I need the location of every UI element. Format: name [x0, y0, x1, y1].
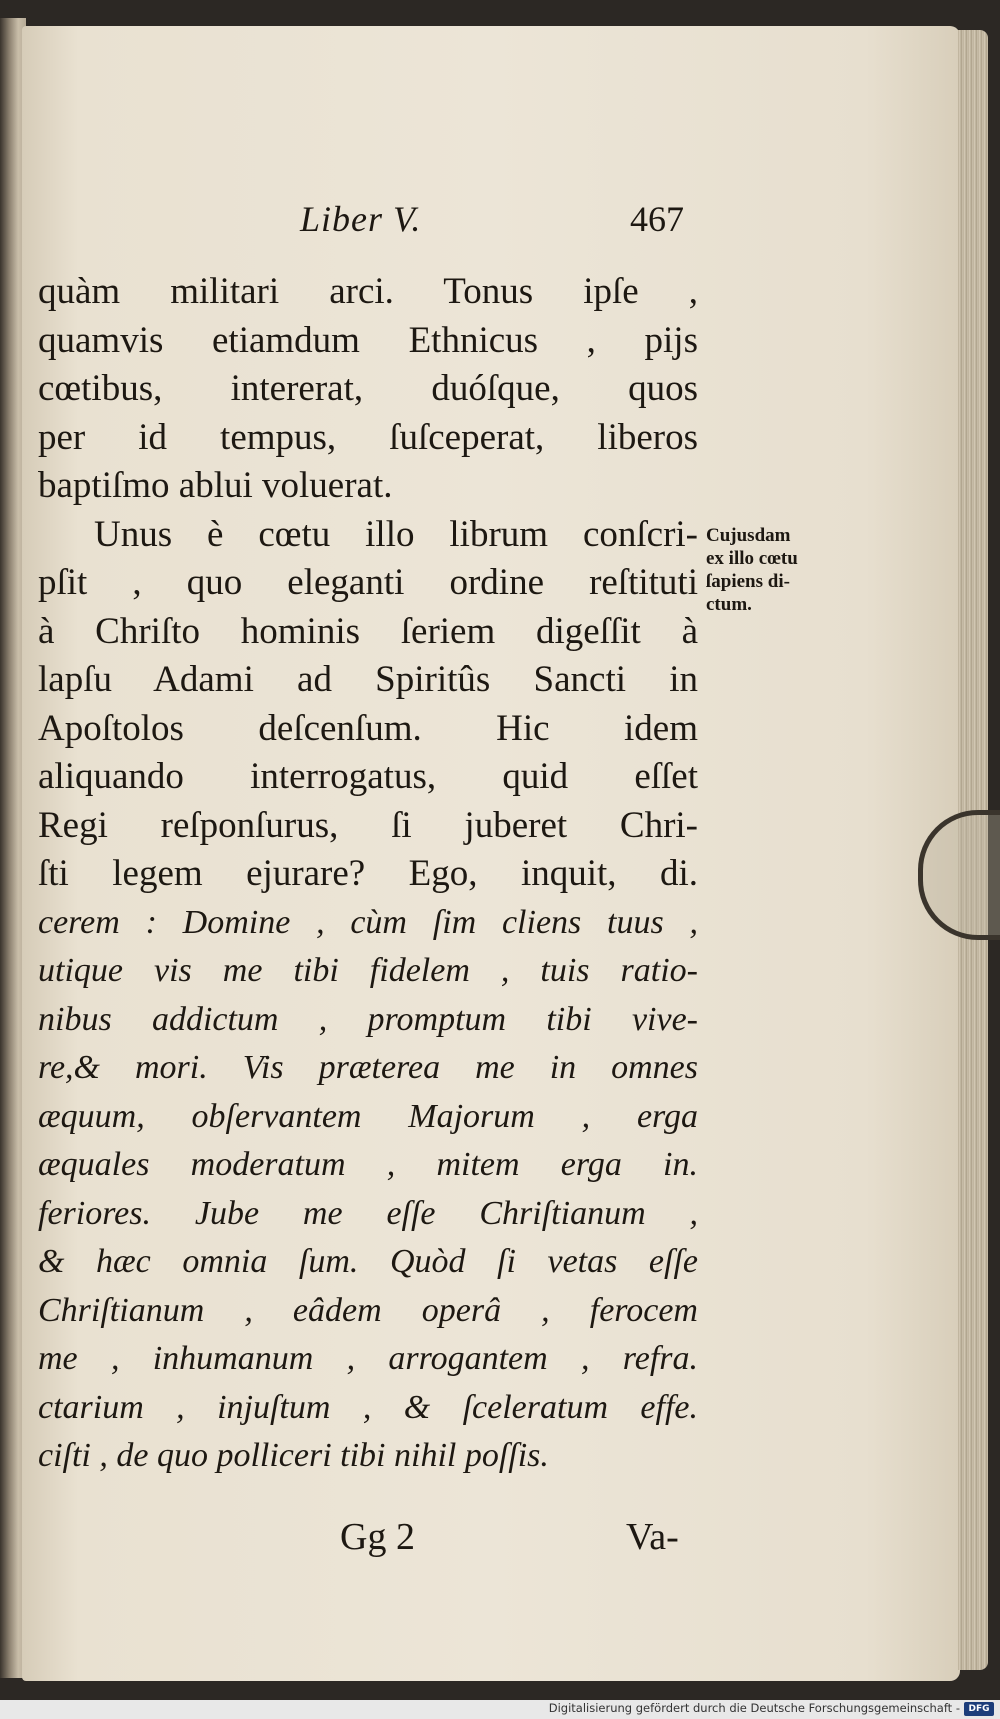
marginal-note: [706, 524, 876, 616]
text-line: Regi reſponſurus, ſi juberet Chri-: [38, 804, 698, 846]
text-line: lapſu Adami ad Spiritûs Sancti in: [38, 659, 698, 700]
signature-mark: Gg 2: [340, 1516, 415, 1558]
text-line: ciſti , de quo polliceri tibi nihil poſſis.: [38, 1437, 549, 1474]
marginal-note-line: ctum.: [706, 594, 752, 615]
text-line: ctarium , injuſtum , & ſceleratum effe.: [38, 1388, 698, 1426]
text-line: à Chriſto hominis ſeriem digeſſit à: [38, 610, 698, 652]
text-line: æquum, obſervantem Majorum , erga: [38, 1097, 698, 1135]
text-line: re,& mori. Vis præterea me in omnes: [38, 1049, 698, 1086]
page-number: 467: [630, 199, 684, 239]
marginal-note-line: ſapiens di-: [706, 571, 790, 592]
text-line: pſit , quo eleganti ordine reſtituti: [38, 562, 698, 603]
running-head: Liber V.: [300, 199, 422, 239]
body-text: [38, 268, 698, 1481]
text-line: quamvis etiamdum Ethnicus , pijs: [38, 319, 698, 361]
text-line: ſti legem ejurare? Ego, inquit, di.: [38, 853, 698, 894]
text-line: æquales moderatum , mitem erga in.: [38, 1146, 698, 1183]
text-line: baptiſmo ablui voluerat.: [38, 465, 393, 506]
digitization-credit: Digitalisierung gefördert durch die Deutsche Forschungsgemeinschaft -: [548, 1701, 960, 1715]
text-line: utique vis me tibi fidelem , tuis ratio-: [38, 952, 698, 989]
text-line: quàm militari arci. Tonus ipſe ,: [38, 271, 698, 312]
text-line: & hæc omnia ſum. Quòd ſi vetas eſſe: [38, 1243, 698, 1280]
text-line: cœtibus, intererat, duóſque, quos: [38, 368, 698, 409]
dfg-logo: DFG: [964, 1702, 994, 1716]
text-line: nibus addictum , promptum tibi vive-: [38, 1000, 698, 1038]
text-line: aliquando interrogatus, quid eſſet: [38, 756, 698, 797]
marginal-note-line: Cujusdam: [706, 525, 791, 546]
catchword: Va-: [626, 1516, 679, 1558]
text-line: me , inhumanum , arrogantem , refra.: [38, 1340, 698, 1377]
text-line: Chriſtianum , eâdem operâ , ferocem: [38, 1291, 698, 1329]
marginal-note-line: ex illo cœtu: [706, 548, 798, 569]
text-line: feriores. Jube me eſſe Chriſtianum ,: [38, 1194, 698, 1232]
text-line: Apoſtolos deſcenſum. Hic idem: [38, 707, 698, 749]
text-line: cerem : Domine , cùm ſim cliens tuus ,: [38, 903, 698, 941]
text-line: per id tempus, ſuſceperat, liberos: [38, 416, 698, 458]
text-line: Unus è cœtu illo librum conſcri-: [94, 513, 698, 555]
